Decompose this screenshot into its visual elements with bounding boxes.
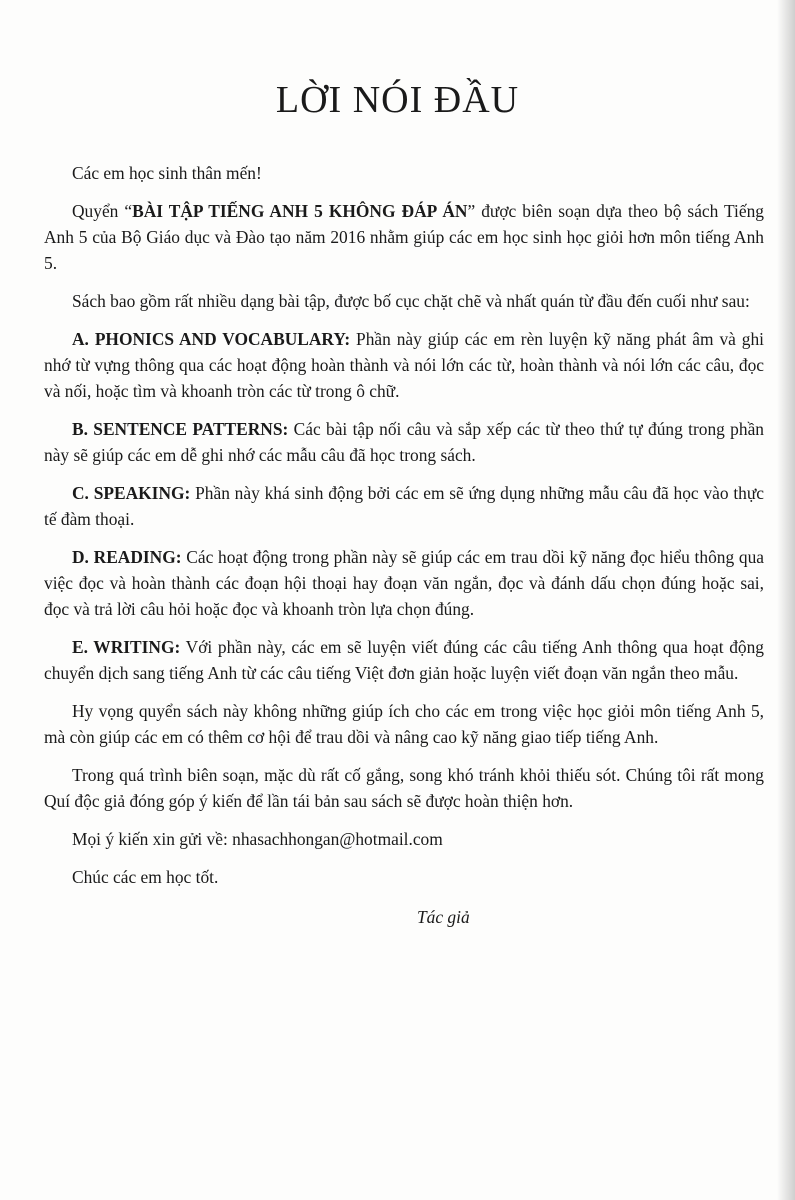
section-phonics bbox=[44, 326, 764, 404]
section-heading: E. WRITING: bbox=[72, 637, 181, 657]
greeting: Các em học sinh thân mến! bbox=[72, 163, 262, 183]
section-text: Phần này khá sinh động bởi các em sẽ ứng dụng những mẫu câu đã học vào thực tế đàm thoại. bbox=[44, 483, 764, 529]
apology-paragraph: Trong quá trình biên soạn, mặc dù rất cố gắng, song khó tránh khỏi thiếu sót. Chúng tôi rất mong Quí độc giả đóng góp ý kiến để lần tái bản sau sách sẽ được hoàn thiện hơn. bbox=[44, 765, 764, 811]
section-writing bbox=[44, 634, 764, 686]
section-text: Phần này giúp các em rèn luyện kỹ năng phát âm và ghi nhớ từ vựng thông qua các hoạt động hoàn thành và nói lớn các từ, hoàn thành và nói lớn các câu, đọc và nối, hoặc tìm và khoanh tròn các từ trong ô chữ. bbox=[44, 329, 764, 401]
intro-after: ” được biên soạn dựa theo bộ sách Tiếng Anh 5 của Bộ Giáo dục và Đào tạo năm 2016 nhằm giúp các em học sinh học giỏi hơn môn tiếng Anh 5. bbox=[44, 201, 764, 273]
section-sentence-patterns bbox=[44, 416, 764, 468]
author-signature: Tác giả bbox=[417, 907, 470, 927]
section-heading: A. PHONICS AND VOCABULARY: bbox=[72, 329, 351, 349]
intro-paragraph bbox=[44, 198, 764, 276]
section-heading: C. SPEAKING: bbox=[72, 483, 191, 503]
section-heading: D. READING: bbox=[72, 547, 182, 567]
book-title: BÀI TẬP TIẾNG ANH 5 KHÔNG ĐÁP ÁN bbox=[132, 201, 468, 221]
section-text: Các bài tập nối câu và sắp xếp các từ theo thứ tự đúng trong phần này sẽ giúp các em dễ ghi nhớ các mẫu câu đã học trong sách. bbox=[44, 419, 764, 465]
section-text: Các hoạt động trong phần này sẽ giúp các em trau dồi kỹ năng đọc hiểu thông qua việc đọc và hoàn thành các đoạn hội thoại hay đoạn văn ngắn, đọc và đánh dấu chọn đúng hoặc sai, đọc và trả lời câu hỏi hoặc đọc và khoanh tròn lựa chọn đúng. bbox=[44, 547, 764, 619]
intro-before: Quyển “ bbox=[72, 201, 133, 221]
section-heading: B. SENTENCE PATTERNS: bbox=[72, 419, 289, 439]
page-title: LỜI NÓI ĐẦU bbox=[275, 79, 520, 121]
hope-paragraph: Hy vọng quyển sách này không những giúp ích cho các em trong việc học giỏi môn tiếng Anh 5, mà còn giúp các em có thêm cơ hội để trau dồi và nâng cao kỹ năng giao tiếp tiếng Anh. bbox=[44, 701, 764, 747]
section-speaking bbox=[44, 480, 764, 532]
page-edge-shadow bbox=[777, 0, 795, 1200]
contact-line: Mọi ý kiến xin gửi về: nhasachhongan@hotmail.com bbox=[72, 829, 443, 849]
section-reading bbox=[44, 544, 764, 622]
preface-body bbox=[44, 160, 764, 930]
closing-line: Chúc các em học tốt. bbox=[72, 867, 219, 887]
section-text: Với phần này, các em sẽ luyện viết đúng các câu tiếng Anh thông qua hoạt động chuyển dịch sang tiếng Anh từ các câu tiếng Việt đơn giản hoặc luyện viết đoạn văn ngắn theo mẫu. bbox=[44, 637, 764, 683]
structure-intro: Sách bao gồm rất nhiều dạng bài tập, được bố cục chặt chẽ và nhất quán từ đầu đến cuối như sau: bbox=[72, 291, 750, 311]
